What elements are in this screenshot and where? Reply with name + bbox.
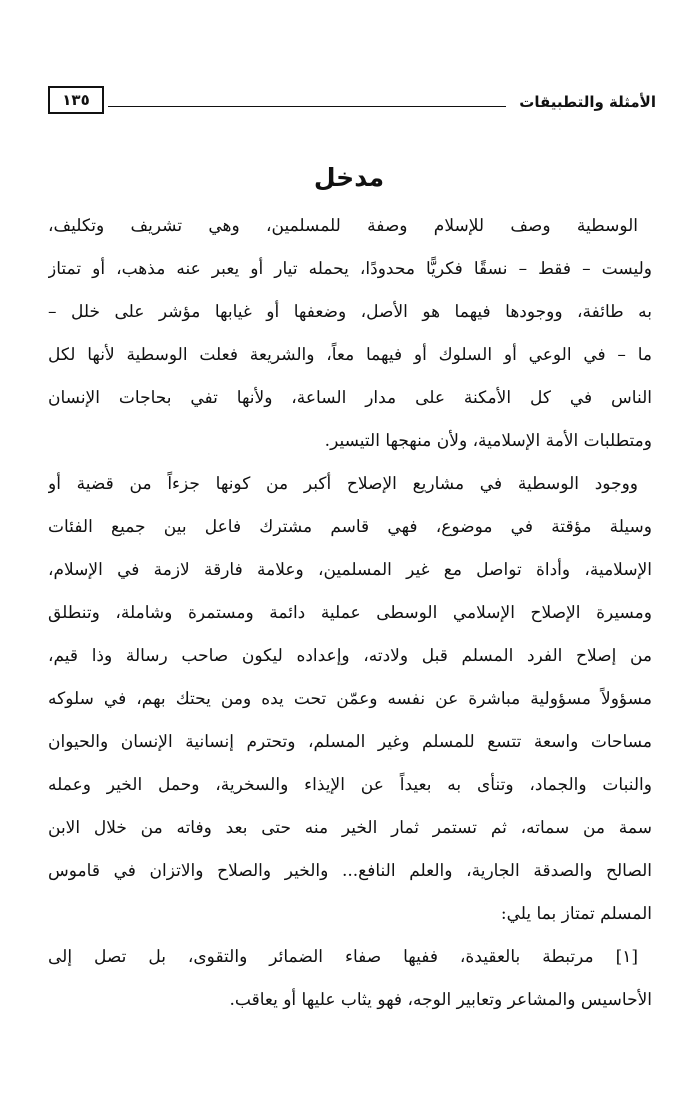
text-line: ووجود الوسطية في مشاريع الإصلاح أكبر من كونها جزءاً من قضية أو: [48, 474, 638, 494]
text-line: به طائفة، ووجودها فيهما هو الأصل، وضعفها أو غيابها مؤشر على خلل –: [48, 302, 652, 322]
text-line: الصالح والصدقة الجارية، والعلم النافع... والخير والصلاح والاتزان في قاموس: [48, 861, 652, 881]
text-line: الوسطية وصف للإسلام وصفة للمسلمين، وهي تشريف وتكليف،: [48, 216, 638, 236]
text-line: سمة من سماته، ثم تستمر ثمار الخير منه حتى بعد وفاته من خلال الابن: [48, 818, 652, 838]
section-title: مدخل: [313, 163, 385, 192]
text-line: وسيلة مؤقتة في موضوع، فهي قاسم مشترك فاعل بين جميع الفئات: [48, 517, 652, 537]
text-line: وليست – فقط – نسقًا فكريًّا محدودًا، يحمله تيار أو يعبر عنه مذهب، أو تمتاز: [48, 259, 652, 279]
text-line: الناس في كل الأمكنة على مدار الساعة، ولأنها تفي بحاجات الإنسان: [48, 388, 652, 408]
chapter-title: الأمثلة والتطبيقات: [519, 93, 656, 111]
text-line: ومتطلبات الأمة الإسلامية، ولأن منهجها التيسير.: [324, 431, 652, 451]
running-header: [48, 86, 656, 122]
text-line: الإسلامية، وأداة تواصل مع غير المسلمين، وعلامة فارقة لازمة في الإسلام،: [48, 560, 652, 580]
text-line: من إصلاح الفرد المسلم قبل ولادته، وإعداده ليكون صاحب رسالة وذا قيم،: [48, 646, 652, 666]
text-line: الأحاسيس والمشاعر وتعابير الوجه، فهو يثاب عليها أو يعاقب.: [229, 990, 652, 1010]
page-number: ١٣٥: [48, 86, 104, 114]
header-rule: [108, 106, 506, 107]
body-text: [48, 205, 652, 1022]
list-item: [١] مرتبطة بالعقيدة، ففيها صفاء الضمائر والتقوى، بل تصل إلى: [48, 947, 638, 967]
text-line: مسؤولاً مسؤولية مباشرة عن نفسه وعمّن تحت يده ومن يحتك بهم، في سلوكه: [48, 689, 652, 709]
text-line: مساحات واسعة تتسع للمسلم وغير المسلم، وتحترم إنسانية الإنسان والحيوان: [48, 732, 652, 752]
text-line: المسلم تمتاز بما يلي:: [500, 904, 652, 924]
text-line: والنبات والجماد، وتنأى به بعيداً عن الإيذاء والسخرية، وحمل الخير وعمله: [48, 775, 652, 795]
text-line: ومسيرة الإصلاح الإسلامي الوسطى عملية دائمة ومستمرة وشاملة، وتنطلق: [48, 603, 652, 623]
text-line: ما – في الوعي أو السلوك أو فيهما معاً، والشريعة فعلت الوسطية لأنها لكل: [48, 345, 652, 365]
